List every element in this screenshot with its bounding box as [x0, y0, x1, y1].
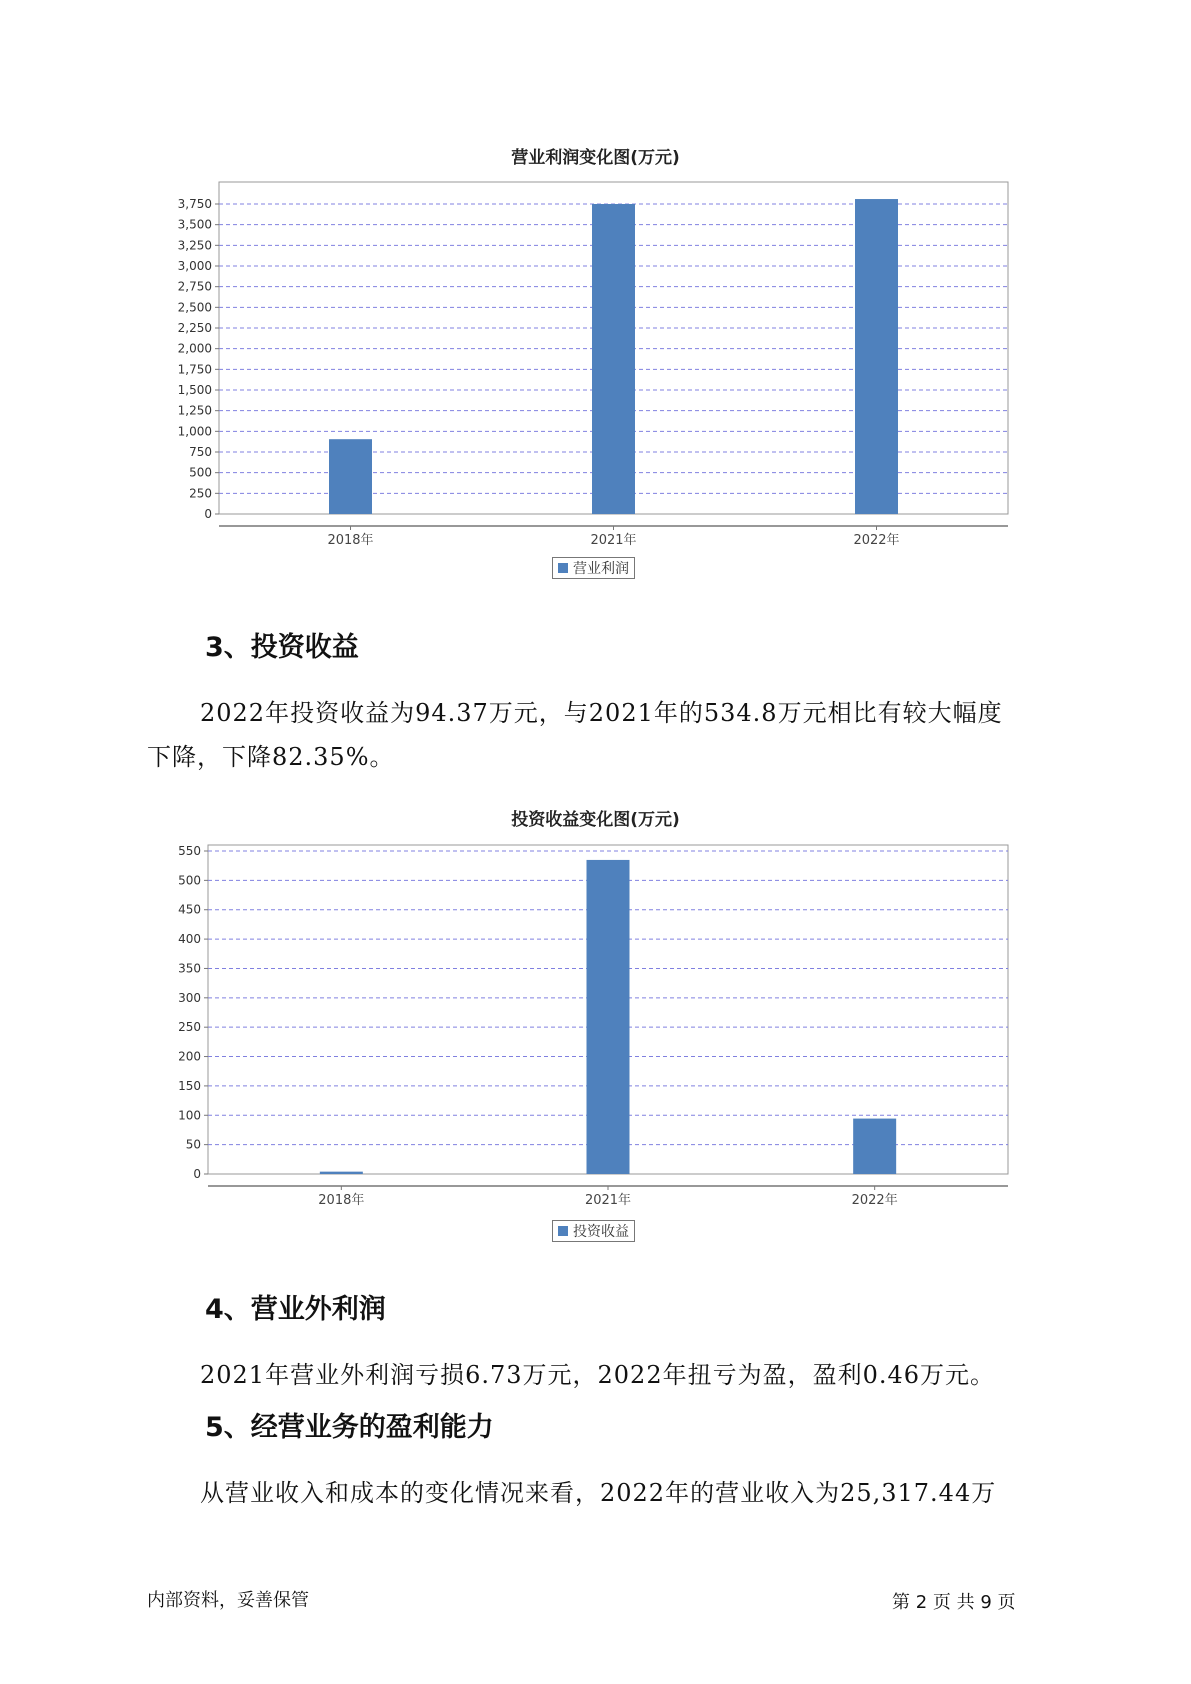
y-tick-label: 3,000	[177, 259, 212, 273]
chart2	[0, 830, 1191, 1210]
bar-2	[853, 1119, 896, 1174]
y-tick-label: 350	[178, 961, 201, 976]
footer-page-number: 第 2 页 共 9 页	[892, 1592, 1016, 1613]
chart2-legend	[552, 1220, 635, 1242]
y-tick-label: 100	[178, 1108, 201, 1123]
y-tick-label: 2,500	[177, 300, 212, 315]
x-tick-label: 2018年	[327, 533, 374, 548]
y-tick-label: 250	[189, 486, 212, 501]
y-tick-label: 0	[204, 507, 212, 521]
y-tick-label: 2,750	[177, 279, 212, 294]
y-tick-label: 500	[178, 873, 201, 888]
y-tick-label: 200	[178, 1049, 201, 1064]
footer-left: 内部资料，妥善保管	[147, 1590, 309, 1611]
y-tick-label: 450	[178, 902, 201, 917]
section4-heading: 4、营业外利润	[205, 1294, 386, 1325]
y-tick-label: 250	[178, 1020, 201, 1035]
section3-paragraph-line1: 2022年投资收益为94.37万元，与2021年的534.8万元相比有较大幅度	[200, 699, 1003, 727]
x-tick-label: 2021年	[590, 533, 637, 548]
y-tick-label: 300	[178, 990, 201, 1005]
y-tick-label: 2,000	[177, 341, 212, 356]
y-tick-label: 50	[185, 1137, 201, 1152]
section3-heading: 3、投资收益	[205, 632, 359, 663]
section4-paragraph: 2021年营业外利润亏损6.73万元，2022年扭亏为盈，盈利0.46万元。	[200, 1361, 996, 1389]
chart2-legend-label: 投资收益	[573, 1224, 629, 1240]
section5-paragraph: 从营业收入和成本的变化情况来看，2022年的营业收入为25,317.44万	[200, 1479, 997, 1507]
bar-2	[855, 199, 898, 514]
y-tick-label: 3,500	[177, 217, 212, 232]
y-tick-label: 500	[189, 465, 212, 480]
legend-swatch	[558, 1226, 568, 1236]
y-tick-label: 550	[178, 844, 201, 858]
bar-0	[320, 1172, 363, 1174]
y-tick-label: 400	[178, 932, 201, 947]
x-tick-label: 2018年	[318, 1193, 365, 1208]
y-tick-label: 3,250	[177, 238, 212, 253]
chart2-title: 投资收益变化图(万元)	[511, 810, 680, 830]
section5-heading: 5、经营业务的盈利能力	[205, 1412, 494, 1443]
bar-1	[592, 204, 635, 514]
y-tick-label: 3,750	[177, 197, 212, 211]
chart1-title: 营业利润变化图(万元)	[511, 148, 680, 168]
y-tick-label: 1,750	[177, 362, 212, 377]
y-tick-label: 1,000	[177, 424, 212, 439]
y-tick-label: 2,250	[177, 321, 212, 335]
section3-paragraph-line2: 下降，下降82.35%。	[147, 743, 395, 771]
x-tick-label: 2021年	[584, 1193, 632, 1208]
bar-0	[329, 439, 372, 514]
y-tick-label: 1,500	[177, 383, 212, 397]
y-tick-label: 0	[193, 1167, 201, 1181]
y-tick-label: 150	[178, 1078, 201, 1093]
bar-1	[587, 860, 630, 1174]
legend-swatch	[558, 563, 568, 573]
chart1-legend-label: 营业利润	[573, 561, 629, 577]
y-tick-label: 750	[189, 445, 212, 459]
chart1-legend	[552, 557, 635, 579]
x-tick-label: 2022年	[851, 1193, 898, 1208]
chart1	[0, 160, 1191, 560]
x-tick-label: 2022年	[853, 533, 900, 548]
y-tick-label: 1,250	[177, 403, 212, 418]
